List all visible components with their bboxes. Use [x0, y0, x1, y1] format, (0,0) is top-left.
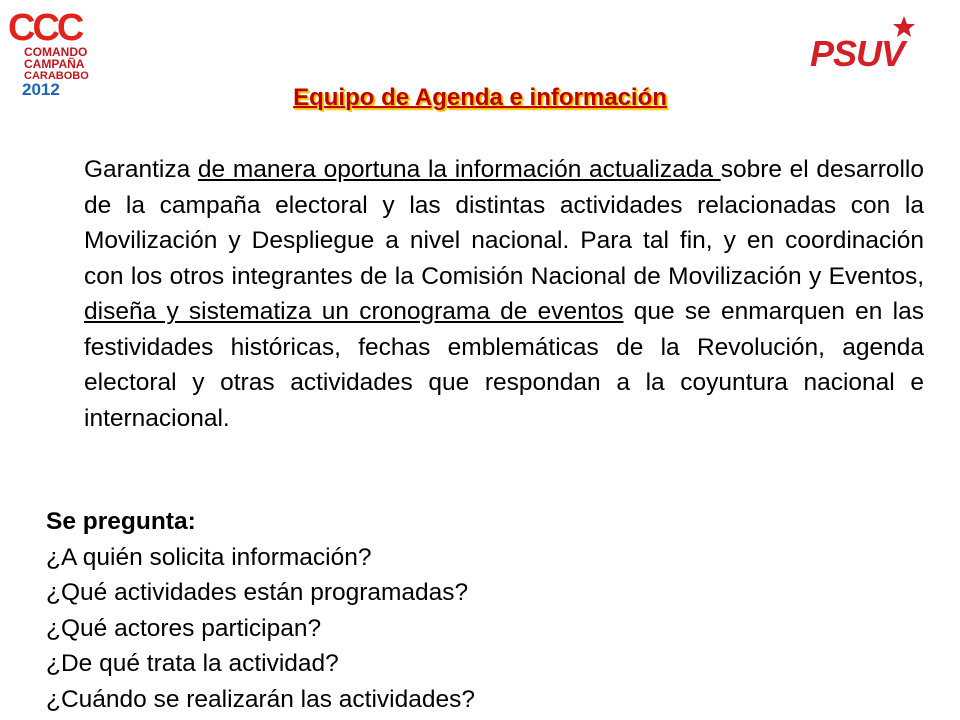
paragraph-part-5: que se enmarquen en las festividades históricas, fechas emblemáticas de la Revolución, agenda electoral y otras actividades que respondan a la coyuntura nacional e internacional. [84, 298, 924, 432]
page-title [0, 84, 960, 112]
logo-ccc-letters: CCC [8, 7, 82, 49]
questions-section [46, 504, 926, 717]
questions-heading: Se pregunta: [46, 508, 196, 535]
paragraph-part-1: Garantiza [84, 156, 198, 183]
logo-line-comando: COMANDO [24, 45, 88, 59]
paragraph-part-3: sobre el desarrollo de la campaña electoral y las distintas actividades relacionadas con la Movilización y Despliegue a nivel nacional. Para tal fin, y en coordinación con los otros integrantes de la Comisión Nacional de Movilización y Eventos, [84, 156, 924, 290]
question-item: ¿Qué actores participan? [46, 614, 322, 642]
paragraph-underlined-1: de manera oportuna la información actualizada [197, 156, 721, 183]
question-item: ¿De qué trata la actividad? [46, 650, 339, 677]
logo-line-carabobo: CARABOBO [24, 70, 89, 82]
psuv-wordmark: PSUV [810, 33, 905, 72]
logo-year: 2012 [22, 80, 60, 96]
logo-line-campana: CAMPAÑA [24, 57, 85, 71]
description-paragraph [84, 152, 924, 436]
ccc-campaign-logo [6, 4, 118, 96]
page-title-text: Equipo de Agenda e información [293, 84, 667, 111]
psuv-logo [808, 14, 942, 72]
question-item: ¿Qué actividades están programadas? [46, 579, 469, 606]
question-item: ¿A quién solicita información? [46, 543, 372, 571]
paragraph-underlined-2: diseña y sistematiza un cronograma de eventos [84, 298, 624, 325]
question-item: ¿Cuándo se realizarán las actividades? [46, 685, 475, 713]
